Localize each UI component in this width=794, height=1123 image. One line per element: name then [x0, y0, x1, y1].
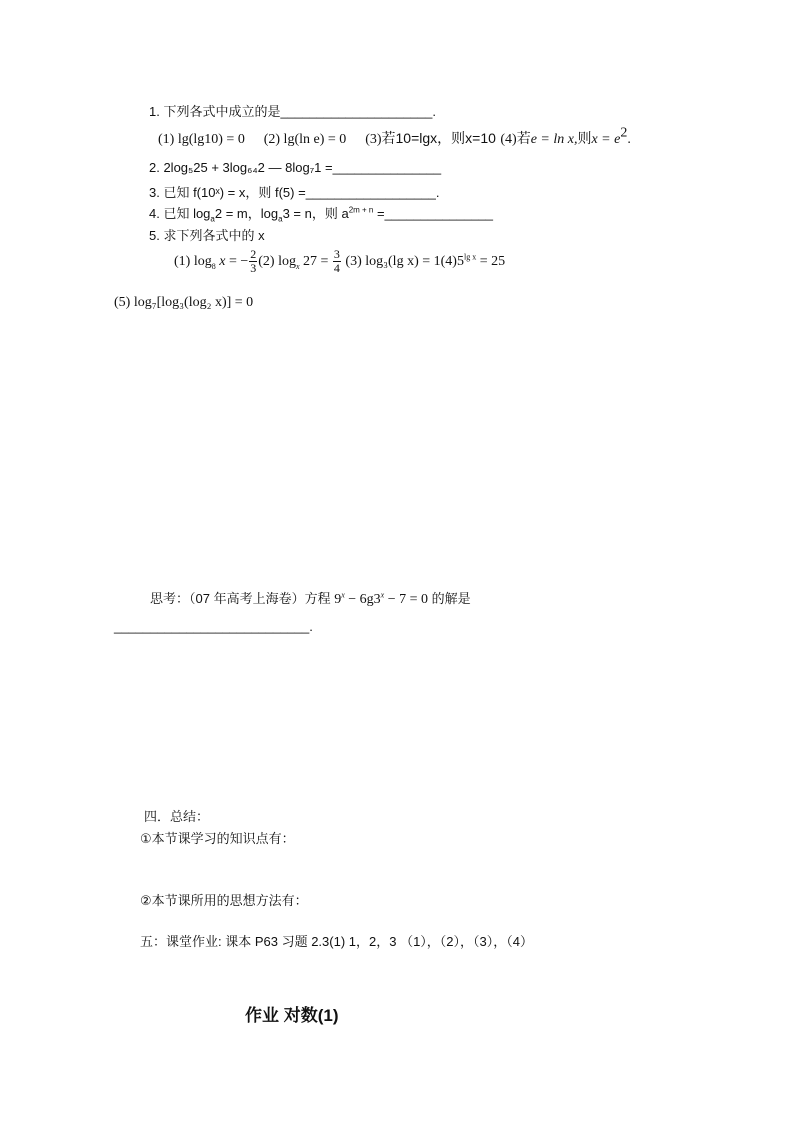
- summary-heading: 四．总结：: [144, 809, 210, 824]
- option-3-body: 10=lgx，则x=10: [395, 130, 496, 146]
- homework-line: 五：课堂作业: 课本 P63 习题 2.3(1) 1，2，3 （1），（2），（3），（4）: [140, 934, 533, 949]
- option-4-b: x = e: [591, 132, 621, 147]
- question-1: [149, 101, 436, 120]
- question-1-options: [158, 125, 631, 148]
- question-4: 4. 已知 $\log_a2 = m$，$\log_a3 = n$，则 $a^{2m + n}$ =_______________: [149, 205, 494, 224]
- summary-point-1: ①本节课学习的知识点有：: [140, 831, 295, 846]
- equations-line: [174, 244, 505, 280]
- eq2: (2) $\log_x 27$ = $\frac{3}{4}$: [258, 247, 340, 276]
- question-number: 1.: [149, 104, 160, 119]
- option-4-a: e = ln x,: [530, 132, 578, 147]
- question-5: 5. 求下列各式中的 x: [149, 228, 265, 243]
- option-3-prefix: (3)若: [365, 132, 396, 147]
- option-4-end: .: [627, 132, 631, 147]
- eq5: (5) log₇[log₃(log₂ x)] = 0: [114, 295, 254, 310]
- think-answer-blank: ___________________________.: [114, 619, 313, 634]
- option-2: (2) lg(ln e) = 0: [263, 132, 347, 147]
- think-equation: $9^x - 6g3^x - 7 = 0$: [334, 590, 429, 607]
- question-text: 下列各式中成立的是: [163, 104, 281, 119]
- think-question: [150, 588, 471, 608]
- question-2: 2. 2log₅25 + 3log₆₄2 — 8log₇1 =_______________: [149, 160, 442, 175]
- fraction-three-quarters: $\frac{3}{4}$: [333, 247, 340, 276]
- fraction-two-thirds: $\frac{2}{3}$: [250, 247, 257, 276]
- option-1: (1) lg(lg10) = 0: [158, 132, 245, 147]
- section-title: 作业 对数(1): [245, 1006, 339, 1025]
- think-label: 思考：（07 年高考上海卷）方程: [150, 591, 331, 606]
- option-4-exponent: 2: [620, 125, 628, 141]
- option-4-then: 则: [577, 132, 592, 147]
- eq4: $(4)5^{lg x} = 25$: [440, 252, 506, 269]
- eq1: (1) $\log_8 x$ = − $\frac{2}{3}$: [174, 247, 257, 276]
- option-4-prefix: (4)若: [500, 132, 531, 147]
- question-3: 3. 已知 f(10ˣ) = x，则 f(5) =__________________.: [149, 185, 440, 200]
- answer-blank: _____________________.: [280, 104, 436, 119]
- eq3: (3) log₃(lg x) = 1: [345, 254, 441, 269]
- think-tail: 的解是: [431, 591, 471, 606]
- summary-point-2: ②本节课所用的思想方法有：: [140, 893, 308, 908]
